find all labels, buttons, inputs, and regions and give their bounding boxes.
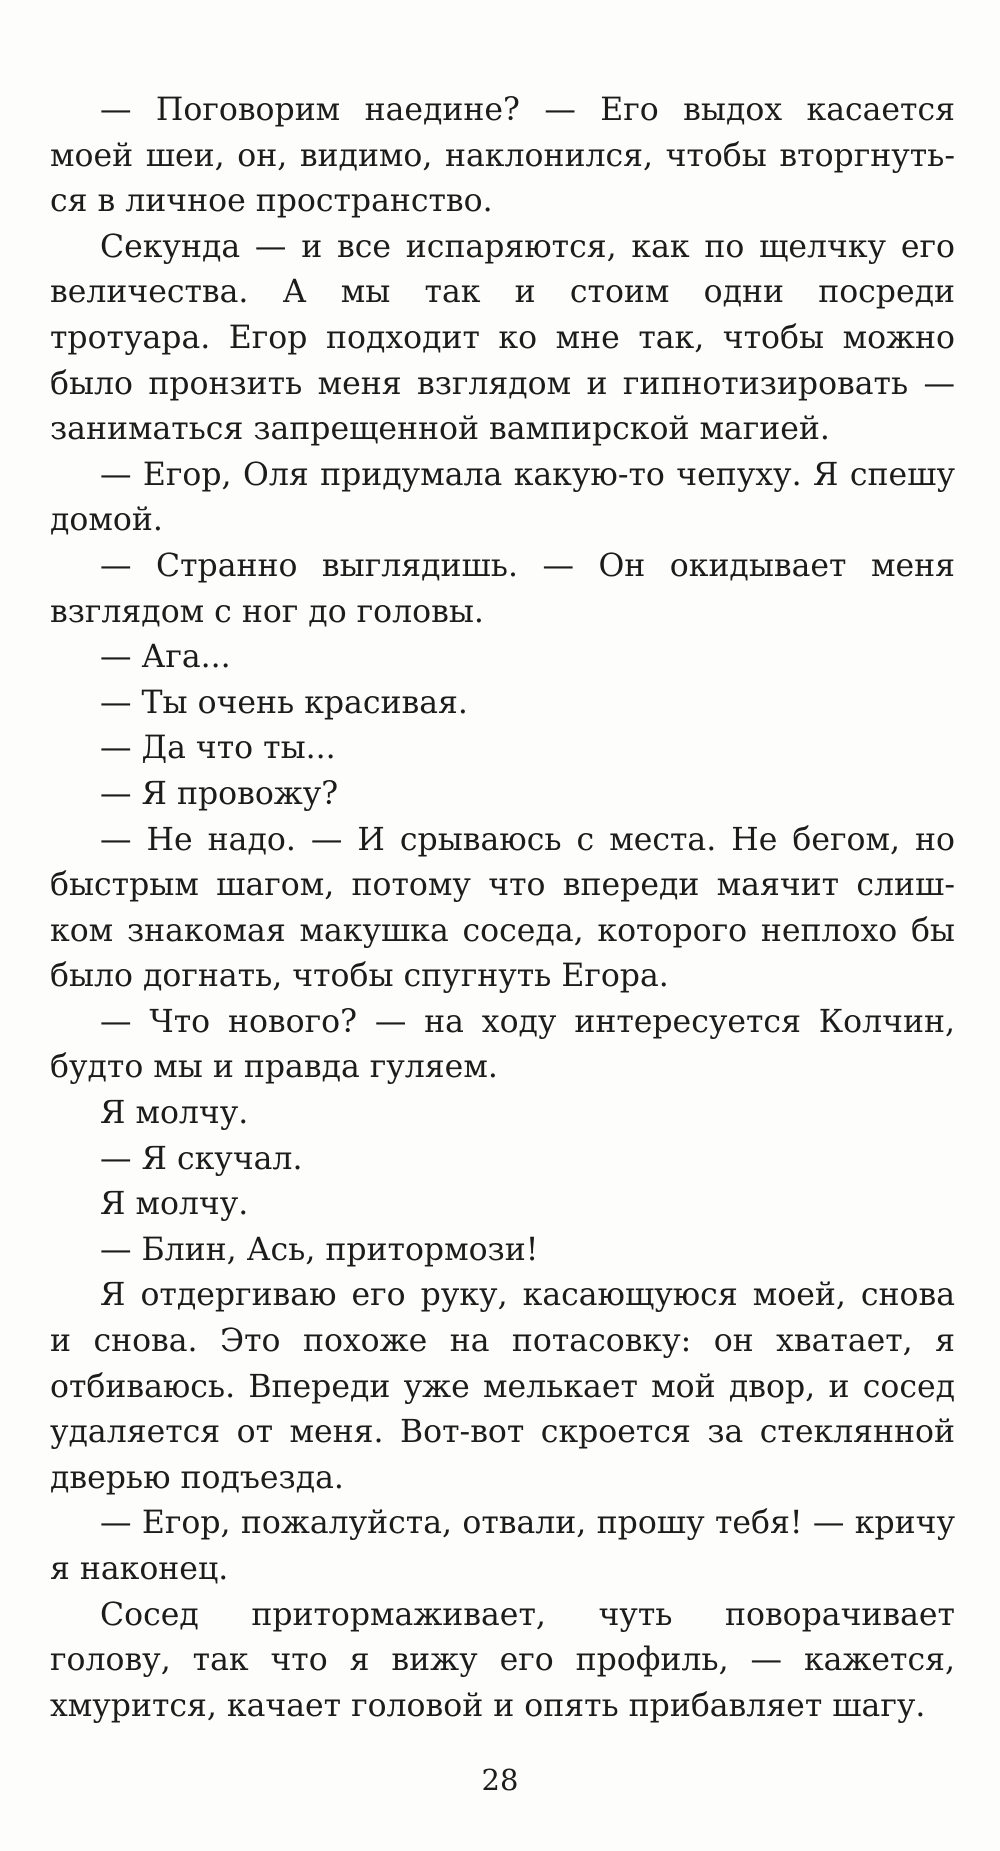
paragraph: — Блин, Ась, притормози! [100, 1231, 539, 1268]
paragraph: — Ага... [100, 639, 231, 676]
paragraph: — Странно выглядишь. — Он окидывает меня взглядом с ног до головы. [50, 547, 955, 630]
paragraph: Я молчу. [100, 1095, 249, 1132]
paragraph: Я молчу. [100, 1186, 249, 1223]
paragraph: — Поговорим наедине? — Его выдох касается моей шеи, он, видимо, наклонился, чтобы вторгнуться в личное пространство. [50, 92, 955, 220]
paragraph: — Егор, пожалуйста, отвали, прошу тебя! — кричу я наконец. [50, 1505, 955, 1587]
paragraph: — Не надо. — И срываюсь с места. Не бегом, но быстрым шагом, потому что впереди маячит слишком знакомая макушка соседа, которого неплохо бы было догнать, чтобы спугнуть Егора. [50, 821, 955, 995]
paragraph: — Да что ты... [100, 730, 336, 767]
paragraph: Секунда — и все испаряются, как по щелчку его величества. А мы так и стоим одни посреди тротуара. Егор подходит ко мне так, чтобы можно было пронзить меня взглядом и гипнотизировать — заниматься запрещенной вампирской магией. [50, 228, 955, 448]
paragraph: — Я скучал. [100, 1140, 303, 1177]
paragraph: — Егор, Оля придумала какую-то чепуху. Я спешу домой. [50, 456, 955, 539]
paragraph: — Что нового? — на ходу интересуется Колчин, будто мы и правда гуляем. [50, 1003, 955, 1086]
body-text [50, 88, 955, 1729]
paragraph: Сосед притормаживает, чуть поворачивает голову, так что я вижу его профиль, — кажется, хмурится, качает головой и опять прибавляет шагу. [50, 1596, 955, 1724]
paragraph: Я отдергиваю его руку, касающуюся моей, снова и снова. Это похоже на потасовку: он хватает, я отбиваюсь. Впереди уже мелькает мой двор, и сосед удаляется от меня. Вот-вот скроется за стеклянной дверью подъезда. [50, 1277, 955, 1496]
paragraph: — Ты очень красивая. [100, 684, 468, 721]
paragraph: — Я провожу? [100, 775, 339, 812]
page-number: 28 [481, 1763, 519, 1797]
